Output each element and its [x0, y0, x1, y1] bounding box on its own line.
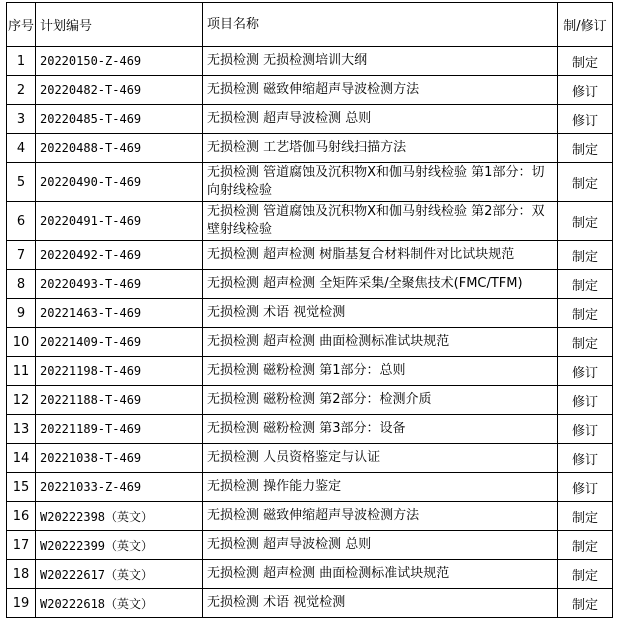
table-row	[7, 415, 613, 444]
table-row	[7, 299, 613, 328]
cell-type: 修订	[558, 473, 613, 502]
cell-type: 制定	[558, 241, 613, 270]
cell-type: 修订	[558, 386, 613, 415]
table-row	[7, 202, 613, 241]
cell-code: 20220492-T-469	[36, 241, 203, 270]
cell-type: 制定	[558, 163, 613, 202]
table-row	[7, 560, 613, 589]
cell-no: 17	[7, 531, 36, 560]
cell-no: 4	[7, 134, 36, 163]
cell-code: 20221038-T-469	[36, 444, 203, 473]
cell-type: 制定	[558, 270, 613, 299]
table-row	[7, 357, 613, 386]
cell-no: 10	[7, 328, 36, 357]
cell-name: 无损检测 磁致伸缩超声导波检测方法	[203, 76, 558, 105]
table-body	[7, 47, 613, 618]
cell-no: 16	[7, 502, 36, 531]
cell-type: 修订	[558, 357, 613, 386]
cell-no: 12	[7, 386, 36, 415]
cell-name: 无损检测 工艺塔伽马射线扫描方法	[203, 134, 558, 163]
cell-name: 无损检测 操作能力鉴定	[203, 473, 558, 502]
cell-name: 无损检测 磁粉检测 第3部分：设备	[203, 415, 558, 444]
table-row	[7, 134, 613, 163]
table-header-row	[7, 3, 613, 47]
column-header-no: 序号	[7, 3, 36, 47]
table-row	[7, 531, 613, 560]
cell-code: 20220485-T-469	[36, 105, 203, 134]
table-row	[7, 473, 613, 502]
cell-code: 20221033-Z-469	[36, 473, 203, 502]
cell-name: 无损检测 术语 视觉检测	[203, 299, 558, 328]
cell-no: 6	[7, 202, 36, 241]
cell-no: 1	[7, 47, 36, 76]
cell-type: 制定	[558, 328, 613, 357]
standards-plan-table	[6, 2, 613, 618]
cell-name: 无损检测 超声检测 曲面检测标准试块规范	[203, 328, 558, 357]
cell-name: 无损检测 超声检测 曲面检测标准试块规范	[203, 560, 558, 589]
cell-code: 20221188-T-469	[36, 386, 203, 415]
cell-code: 20220150-Z-469	[36, 47, 203, 76]
cell-code: 20221409-T-469	[36, 328, 203, 357]
column-header-code: 计划编号	[36, 3, 203, 47]
cell-name: 无损检测 超声检测 树脂基复合材料制件对比试块规范	[203, 241, 558, 270]
cell-code: 20220482-T-469	[36, 76, 203, 105]
column-header-type: 制/修订	[558, 3, 613, 47]
cell-code: 20220488-T-469	[36, 134, 203, 163]
table-row	[7, 444, 613, 473]
cell-code: W20222399（英文）	[36, 531, 203, 560]
cell-name: 无损检测 超声导波检测 总则	[203, 531, 558, 560]
cell-code: 20221189-T-469	[36, 415, 203, 444]
cell-code: W20222398（英文）	[36, 502, 203, 531]
cell-code: 20221198-T-469	[36, 357, 203, 386]
cell-code: W20222618（英文）	[36, 589, 203, 618]
cell-no: 8	[7, 270, 36, 299]
cell-name: 无损检测 人员资格鉴定与认证	[203, 444, 558, 473]
column-header-name: 项目名称	[203, 3, 558, 47]
cell-no: 9	[7, 299, 36, 328]
cell-no: 5	[7, 163, 36, 202]
cell-no: 11	[7, 357, 36, 386]
cell-type: 修订	[558, 105, 613, 134]
cell-type: 修订	[558, 415, 613, 444]
table-row	[7, 502, 613, 531]
cell-code: 20220490-T-469	[36, 163, 203, 202]
cell-no: 15	[7, 473, 36, 502]
cell-no: 18	[7, 560, 36, 589]
cell-code: W20222617（英文）	[36, 560, 203, 589]
cell-type: 制定	[558, 134, 613, 163]
cell-no: 2	[7, 76, 36, 105]
cell-name: 无损检测 无损检测培训大纲	[203, 47, 558, 76]
cell-code: 20220493-T-469	[36, 270, 203, 299]
cell-type: 制定	[558, 560, 613, 589]
table-row	[7, 47, 613, 76]
cell-name: 无损检测 超声检测 全矩阵采集/全聚焦技术(FMC/TFM)	[203, 270, 558, 299]
cell-name: 无损检测 管道腐蚀及沉积物X和伽马射线检验 第1部分：切向射线检验	[203, 163, 558, 202]
cell-name: 无损检测 超声导波检测 总则	[203, 105, 558, 134]
cell-type: 制定	[558, 47, 613, 76]
cell-no: 3	[7, 105, 36, 134]
table-row	[7, 386, 613, 415]
cell-name: 无损检测 管道腐蚀及沉积物X和伽马射线检验 第2部分：双壁射线检验	[203, 202, 558, 241]
table-row	[7, 270, 613, 299]
table-row	[7, 163, 613, 202]
cell-name: 无损检测 磁粉检测 第1部分：总则	[203, 357, 558, 386]
cell-no: 19	[7, 589, 36, 618]
cell-code: 20221463-T-469	[36, 299, 203, 328]
cell-name: 无损检测 磁粉检测 第2部分：检测介质	[203, 386, 558, 415]
table-row	[7, 589, 613, 618]
cell-type: 制定	[558, 502, 613, 531]
cell-code: 20220491-T-469	[36, 202, 203, 241]
cell-type: 制定	[558, 202, 613, 241]
cell-name: 无损检测 磁致伸缩超声导波检测方法	[203, 502, 558, 531]
cell-type: 制定	[558, 589, 613, 618]
cell-type: 制定	[558, 299, 613, 328]
cell-no: 7	[7, 241, 36, 270]
cell-no: 13	[7, 415, 36, 444]
cell-name: 无损检测 术语 视觉检测	[203, 589, 558, 618]
cell-no: 14	[7, 444, 36, 473]
table-row	[7, 105, 613, 134]
cell-type: 修订	[558, 444, 613, 473]
cell-type: 修订	[558, 76, 613, 105]
cell-type: 制定	[558, 531, 613, 560]
table-row	[7, 328, 613, 357]
table-row	[7, 76, 613, 105]
table-row	[7, 241, 613, 270]
